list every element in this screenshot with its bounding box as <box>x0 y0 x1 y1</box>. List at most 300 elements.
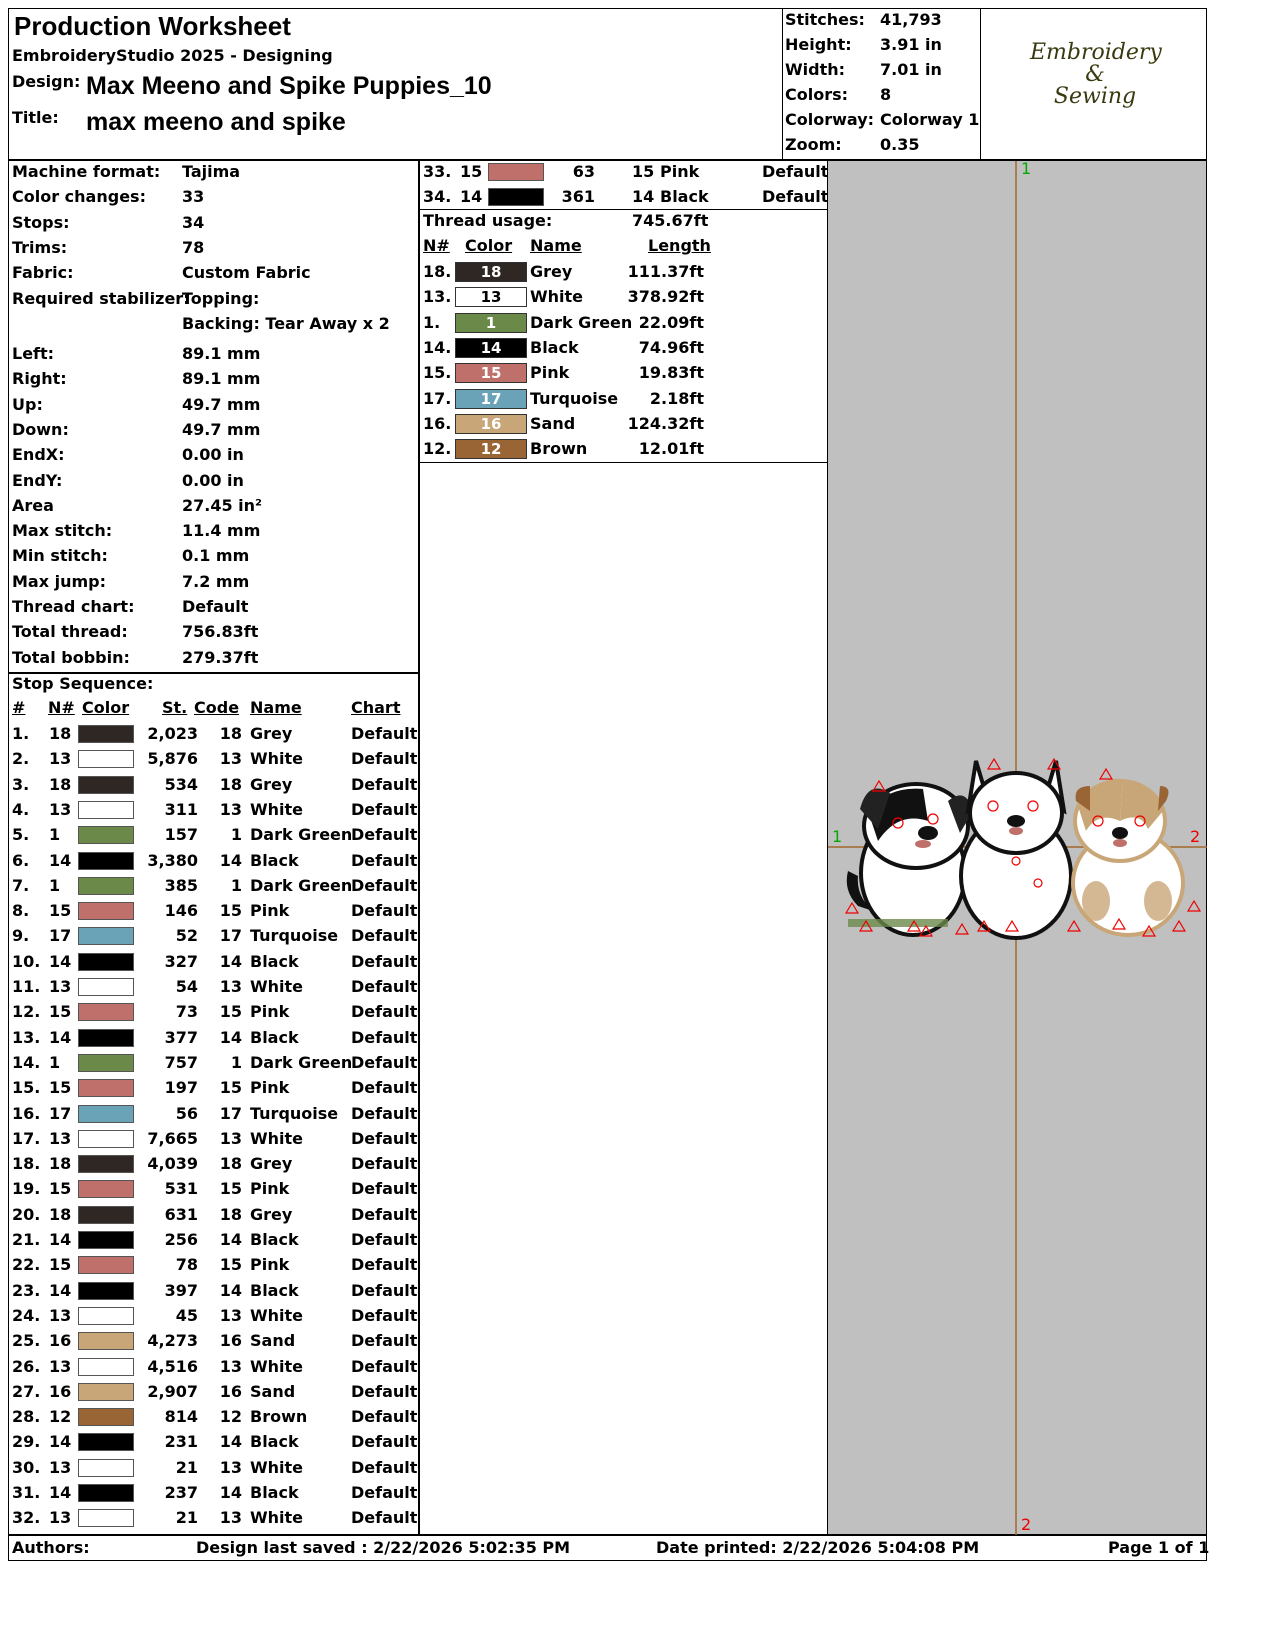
usage-needle: 15. <box>423 363 452 383</box>
dim-value: 27.45 in² <box>182 495 263 515</box>
stop-chart: Default <box>762 187 829 206</box>
stop-chart: Default <box>351 875 418 895</box>
stop-number: 27. <box>12 1381 41 1401</box>
stop-number: 11. <box>12 977 41 996</box>
stop-chart: Default <box>351 749 418 769</box>
stop-stitches: 377 <box>164 1027 198 1047</box>
stop-color-swatch <box>78 750 134 768</box>
stop-number: 24. <box>12 1305 41 1325</box>
stop-name: White <box>250 1457 304 1477</box>
thread-usage-heading: Thread usage: <box>423 211 553 230</box>
stop-stitches: 757 <box>164 1052 198 1072</box>
stop-code: 13 <box>219 1128 242 1148</box>
stop-code: 15 <box>632 162 655 181</box>
stop-color-swatch <box>78 1155 134 1173</box>
stop-name: White <box>250 1508 304 1528</box>
stop-stitches: 73 <box>175 1002 198 1022</box>
stop-needle: 18 <box>49 724 72 743</box>
stop-needle: 14 <box>49 850 72 870</box>
stop-code: 15 <box>219 1255 242 1275</box>
dim-label: Total bobbin: <box>12 647 130 667</box>
stop-needle: 15 <box>49 901 72 921</box>
stop-stitches: 4,039 <box>147 1154 198 1174</box>
stop-chart: Default <box>351 1432 418 1452</box>
stop-needle: 18 <box>49 774 72 794</box>
stop-name: Grey <box>250 724 293 743</box>
stop-chart: Default <box>351 1128 418 1148</box>
stop-code: 13 <box>219 1305 242 1325</box>
machine-label: Color changes: <box>12 187 146 207</box>
usage-needle: 17. <box>423 388 452 408</box>
stop-needle: 1 <box>49 875 61 895</box>
usage-color-swatch: 15 <box>455 363 527 383</box>
stop-code: 13 <box>219 1508 242 1528</box>
stop-code: 14 <box>219 1483 242 1502</box>
stop-number: 26. <box>12 1356 41 1376</box>
design-preview <box>828 160 1207 1535</box>
stop-sequence-heading: Stop Sequence: <box>12 674 154 693</box>
stop-chart: Default <box>762 162 829 181</box>
stop-name: Black <box>250 850 299 870</box>
stop-chart: Default <box>351 724 418 743</box>
stop-color-swatch <box>78 776 134 794</box>
stop-needle: 15 <box>49 1255 72 1275</box>
usage-needle: 16. <box>423 413 452 433</box>
stop-color-swatch <box>78 1029 134 1047</box>
dim-value: 0.00 in <box>182 445 244 465</box>
stop-code: 14 <box>219 850 242 870</box>
stop-color-swatch <box>78 1282 134 1300</box>
stop-number: 18. <box>12 1154 41 1174</box>
usage-column-header: N# <box>423 236 450 255</box>
logo-divider <box>980 8 981 160</box>
stop-code: 16 <box>219 1381 242 1401</box>
machine-value: Topping: <box>182 288 260 308</box>
dim-label: Thread chart: <box>12 597 135 616</box>
stop-chart: Default <box>351 1381 418 1401</box>
stop-stitches: 2,023 <box>147 724 198 743</box>
stop-needle: 15 <box>49 1002 72 1022</box>
dim-value: Default <box>182 597 249 616</box>
dim-value: 49.7 mm <box>182 394 261 414</box>
stop-code: 18 <box>219 774 242 794</box>
stop-needle: 18 <box>49 1154 72 1174</box>
stop-code: 15 <box>219 1078 242 1098</box>
stop-needle: 13 <box>49 1305 72 1325</box>
stop-name: Black <box>660 187 709 206</box>
stop-number: 14. <box>12 1052 41 1072</box>
stop-stitches: 631 <box>164 1204 198 1224</box>
stop-color-swatch <box>78 1130 134 1148</box>
stop-chart: Default <box>351 850 418 870</box>
stop-chart: Default <box>351 1483 418 1502</box>
stop-stitches: 531 <box>164 1179 198 1199</box>
usage-length: 2.18ft <box>649 388 704 408</box>
stop-needle: 13 <box>49 799 72 819</box>
stop-needle: 18 <box>49 1204 72 1224</box>
stop-color-swatch <box>78 1332 134 1350</box>
stop-column-header: St. <box>162 698 188 717</box>
stop-number: 22. <box>12 1255 41 1275</box>
stop-name: White <box>250 977 304 996</box>
stop-number: 9. <box>12 926 30 946</box>
stop-chart: Default <box>351 1204 418 1224</box>
stop-chart: Default <box>351 1407 418 1427</box>
stop-code: 18 <box>219 724 242 743</box>
stop-name: Sand <box>250 1381 296 1401</box>
stop-chart: Default <box>351 1457 418 1477</box>
usage-length: 378.92ft <box>627 287 704 307</box>
stop-color-swatch <box>78 1079 134 1097</box>
usage-length: 12.01ft <box>638 439 704 459</box>
dim-label: Up: <box>12 394 43 414</box>
stop-chart: Default <box>351 1154 418 1174</box>
page-title: Production Worksheet <box>14 11 291 41</box>
stop-needle: 13 <box>49 1128 72 1148</box>
dim-value: 49.7 mm <box>182 419 261 439</box>
stop-stitches: 63 <box>572 162 595 181</box>
stop-stitches: 237 <box>164 1483 198 1502</box>
stop-chart: Default <box>351 825 418 845</box>
stop-chart: Default <box>351 1280 418 1300</box>
stop-name: Pink <box>250 901 290 921</box>
usage-needle: 18. <box>423 262 452 281</box>
stop-number: 33. <box>423 162 452 181</box>
usage-name: Black <box>530 337 579 357</box>
stat-value: 41,793 <box>880 10 942 29</box>
stop-stitches: 534 <box>164 774 198 794</box>
stop-name: Pink <box>250 1002 290 1022</box>
stop-color-swatch <box>78 1383 134 1401</box>
stop-chart: Default <box>351 1078 418 1098</box>
machine-value: 33 <box>182 187 205 207</box>
stop-color-swatch <box>78 1231 134 1249</box>
stop-chart: Default <box>351 1331 418 1351</box>
stop-chart: Default <box>351 951 418 971</box>
stop-chart: Default <box>351 901 418 921</box>
stop-stitches: 4,516 <box>147 1356 198 1376</box>
usage-length: 22.09ft <box>638 312 704 332</box>
machine-value: 78 <box>182 237 205 257</box>
stop-stitches: 4,273 <box>147 1331 198 1351</box>
stop-code: 15 <box>219 1002 242 1022</box>
usage-column-header: Color <box>465 236 513 255</box>
stop-code: 18 <box>219 1204 242 1224</box>
stop-name: Turquoise <box>250 1103 339 1123</box>
stop-needle: 15 <box>49 1078 72 1098</box>
stop-stitches: 21 <box>175 1508 198 1528</box>
logo <box>1030 42 1160 108</box>
usage-name: Dark Green <box>530 312 633 332</box>
machine-value: Custom Fabric <box>182 263 311 283</box>
stop-name: Grey <box>250 1204 293 1224</box>
stop-column-header: Code <box>194 698 240 717</box>
stop-needle: 14 <box>49 1483 72 1502</box>
stop-stitches: 311 <box>164 799 198 819</box>
dim-label: Max stitch: <box>12 521 113 541</box>
usage-length: 111.37ft <box>627 262 704 281</box>
stop-number: 23. <box>12 1280 41 1300</box>
title-label: Title: <box>12 108 59 127</box>
stop-code: 13 <box>219 1356 242 1376</box>
stop-code: 13 <box>219 799 242 819</box>
usage-needle: 1. <box>423 312 441 332</box>
stop-color-swatch <box>78 725 134 743</box>
stop-code: 14 <box>219 1432 242 1452</box>
title-value: max meeno and spike <box>86 108 346 136</box>
footer-box <box>8 1535 1210 1561</box>
usage-name: Grey <box>530 262 573 281</box>
stop-code: 1 <box>230 1052 242 1072</box>
stop-stitches: 2,907 <box>147 1381 198 1401</box>
stat-label: Height: <box>785 35 852 54</box>
dim-label: Min stitch: <box>12 546 108 566</box>
usage-name: Turquoise <box>530 388 619 408</box>
usage-needle: 12. <box>423 439 452 459</box>
stop-number: 25. <box>12 1331 41 1351</box>
usage-color-swatch: 16 <box>455 414 527 434</box>
stat-label: Stitches: <box>785 10 865 29</box>
stop-needle: 14 <box>49 1432 72 1452</box>
stop-name: Brown <box>250 1407 308 1427</box>
stop-stitches: 3,380 <box>147 850 198 870</box>
stop-code: 12 <box>219 1407 242 1427</box>
stop-needle: 14 <box>49 1230 72 1249</box>
stop-column-header: Name <box>250 698 302 717</box>
dim-value: 89.1 mm <box>182 369 261 389</box>
stop-chart: Default <box>351 1356 418 1376</box>
dim-value: 0.00 in <box>182 470 244 490</box>
usage-color-swatch: 13 <box>455 287 527 307</box>
stop-color-swatch <box>78 978 134 996</box>
stop-chart: Default <box>351 1002 418 1022</box>
stat-value: 7.01 in <box>880 60 942 79</box>
machine-label: Required stabilizer: <box>12 288 190 308</box>
stop-number: 1. <box>12 724 30 743</box>
usage-needle: 14. <box>423 337 452 357</box>
stop-name: White <box>250 1305 304 1325</box>
stop-number: 2. <box>12 749 30 769</box>
machine-value: Backing: Tear Away x 2 <box>182 313 390 333</box>
dim-value: 0.1 mm <box>182 546 250 566</box>
stop-needle: 12 <box>49 1407 72 1427</box>
stop-code: 1 <box>230 875 242 895</box>
stop-color-swatch <box>78 877 134 895</box>
stop-name: Dark Green <box>250 825 353 845</box>
stat-label: Width: <box>785 60 846 79</box>
stop-code: 15 <box>219 1179 242 1199</box>
dim-value: 756.83ft <box>182 622 259 642</box>
stop-needle: 13 <box>49 1356 72 1376</box>
stop-code: 18 <box>219 1154 242 1174</box>
stop-number: 19. <box>12 1179 41 1199</box>
usage-color-swatch: 17 <box>455 389 527 409</box>
stop-color-swatch <box>78 1433 134 1451</box>
stop-name: Black <box>250 1483 299 1502</box>
stop-name: Sand <box>250 1331 296 1351</box>
stats-divider <box>782 8 783 160</box>
axis-label-right: 2 <box>1190 827 1201 846</box>
usage-needle: 13. <box>423 287 452 307</box>
stop-code: 13 <box>219 749 242 769</box>
stop-code: 15 <box>219 901 242 921</box>
stop-code: 14 <box>219 1230 242 1249</box>
stop-stitches: 361 <box>561 187 595 206</box>
stop-column-header: Color <box>82 698 130 717</box>
usage-name: White <box>530 287 584 307</box>
stop-name: Black <box>250 1230 299 1249</box>
stop-needle: 14 <box>49 951 72 971</box>
stop-color-swatch <box>78 1054 134 1072</box>
stop-stitches: 52 <box>175 926 198 946</box>
stat-label: Colorway: <box>785 110 875 129</box>
usage-color-swatch: 1 <box>455 313 527 333</box>
stop-needle: 16 <box>49 1331 72 1351</box>
stop-color-swatch <box>78 801 134 819</box>
stop-name: Grey <box>250 774 293 794</box>
machine-label: Trims: <box>12 237 68 257</box>
usage-length: 74.96ft <box>638 337 704 357</box>
stop-color-swatch <box>78 953 134 971</box>
stop-name: White <box>250 749 304 769</box>
usage-name: Sand <box>530 413 576 433</box>
stop-name: Pink <box>250 1255 290 1275</box>
stop-number: 7. <box>12 875 30 895</box>
stat-label: Zoom: <box>785 135 842 154</box>
stop-needle: 1 <box>49 1052 61 1072</box>
stop-chart: Default <box>351 774 418 794</box>
puppy-max <box>847 784 973 935</box>
usage-length: 124.32ft <box>627 413 704 433</box>
stop-chart: Default <box>351 977 418 996</box>
stop-code: 14 <box>219 1027 242 1047</box>
stop-chart: Default <box>351 1255 418 1275</box>
stop-name: Pink <box>250 1078 290 1098</box>
stop-color-swatch <box>78 1459 134 1477</box>
design-name: Max Meeno and Spike Puppies_10 <box>86 72 492 100</box>
stop-name: Pink <box>250 1179 290 1199</box>
stat-label: Colors: <box>785 85 849 104</box>
machine-label: Stops: <box>12 212 70 232</box>
usage-column-header: Name <box>530 236 582 255</box>
stop-stitches: 56 <box>175 1103 198 1123</box>
stat-value: 3.91 in <box>880 35 942 54</box>
dim-value: 11.4 mm <box>182 521 261 541</box>
stop-stitches: 7,665 <box>147 1128 198 1148</box>
stop-stitches: 78 <box>175 1255 198 1275</box>
usage-length: 19.83ft <box>638 363 704 383</box>
stat-value: Colorway 1 <box>880 110 980 129</box>
stop-chart: Default <box>351 799 418 819</box>
stop-name: White <box>250 799 304 819</box>
stop-needle: 14 <box>49 1280 72 1300</box>
stop-chart: Default <box>351 1027 418 1047</box>
stop-number: 30. <box>12 1457 41 1477</box>
machine-label: Machine format: <box>12 162 161 181</box>
stop-color-swatch <box>78 1180 134 1198</box>
software-name: EmbroideryStudio 2025 - Designing <box>12 46 333 65</box>
preview-canvas <box>828 161 1207 1536</box>
axis-label-top: 1 <box>1021 159 1032 178</box>
footer-saved: Design last saved : 2/22/2026 5:02:35 PM <box>196 1538 571 1557</box>
stat-value: 8 <box>880 85 892 104</box>
usage-color-swatch: 14 <box>455 338 527 358</box>
stop-stitches: 256 <box>164 1230 198 1249</box>
footer-authors: Authors: <box>12 1538 90 1557</box>
stop-code: 17 <box>219 926 242 946</box>
stop-needle: 14 <box>460 187 483 206</box>
stop-code: 14 <box>219 951 242 971</box>
stop-needle: 13 <box>49 977 72 996</box>
dim-label: EndX: <box>12 445 65 465</box>
logo-line3: Sewing <box>1053 84 1137 109</box>
dim-label: Left: <box>12 344 55 363</box>
usage-color-swatch: 12 <box>455 439 527 459</box>
stop-number: 34. <box>423 187 452 206</box>
stop-code: 16 <box>219 1331 242 1351</box>
dim-value: 89.1 mm <box>182 344 261 363</box>
thread-usage-total: 745.67ft <box>632 211 709 230</box>
stop-code: 1 <box>230 825 242 845</box>
stop-name: Black <box>250 1027 299 1047</box>
stop-color-swatch <box>78 1509 134 1527</box>
machine-value: 34 <box>182 212 205 232</box>
stop-needle: 13 <box>49 1508 72 1528</box>
stop-chart: Default <box>351 1179 418 1199</box>
stop-stitches: 146 <box>164 901 198 921</box>
stop-color-swatch <box>78 1256 134 1274</box>
stop-color-swatch <box>78 826 134 844</box>
stop-color-swatch <box>78 1307 134 1325</box>
stop-color-swatch <box>488 188 544 206</box>
stop-number: 28. <box>12 1407 41 1427</box>
stop-color-swatch <box>78 852 134 870</box>
stop-needle: 1 <box>49 825 61 845</box>
stop-stitches: 385 <box>164 875 198 895</box>
stop-number: 10. <box>12 951 41 971</box>
stop-needle: 15 <box>460 162 483 181</box>
stop-color-swatch <box>78 1408 134 1426</box>
machine-label: Fabric: <box>12 263 74 283</box>
stop-code: 14 <box>632 187 655 206</box>
stop-number: 17. <box>12 1128 41 1148</box>
machine-value: Tajima <box>182 162 241 181</box>
stop-column-header: Chart <box>351 698 401 717</box>
stop-number: 5. <box>12 825 30 845</box>
stop-name: Dark Green <box>250 875 353 895</box>
stop-number: 20. <box>12 1204 41 1224</box>
stop-needle: 15 <box>49 1179 72 1199</box>
usage-name: Pink <box>530 363 570 383</box>
stop-code: 13 <box>219 1457 242 1477</box>
stop-color-swatch <box>78 1105 134 1123</box>
stop-name: Black <box>250 1432 299 1452</box>
dim-label: EndY: <box>12 470 63 490</box>
stop-chart: Default <box>351 1103 418 1123</box>
stop-number: 4. <box>12 799 30 819</box>
stop-name: Grey <box>250 1154 293 1174</box>
stop-needle: 13 <box>49 749 72 769</box>
stop-needle: 16 <box>49 1381 72 1401</box>
stop-color-swatch <box>78 927 134 945</box>
footer-page: Page 1 of 1 <box>1108 1538 1210 1557</box>
stop-name: White <box>250 1128 304 1148</box>
footer-printed: Date printed: 2/22/2026 5:04:08 PM <box>656 1538 980 1557</box>
stop-stitches: 327 <box>164 951 198 971</box>
logo-line2: & <box>1085 62 1105 87</box>
stop-stitches: 397 <box>164 1280 198 1300</box>
stop-name: Black <box>250 951 299 971</box>
